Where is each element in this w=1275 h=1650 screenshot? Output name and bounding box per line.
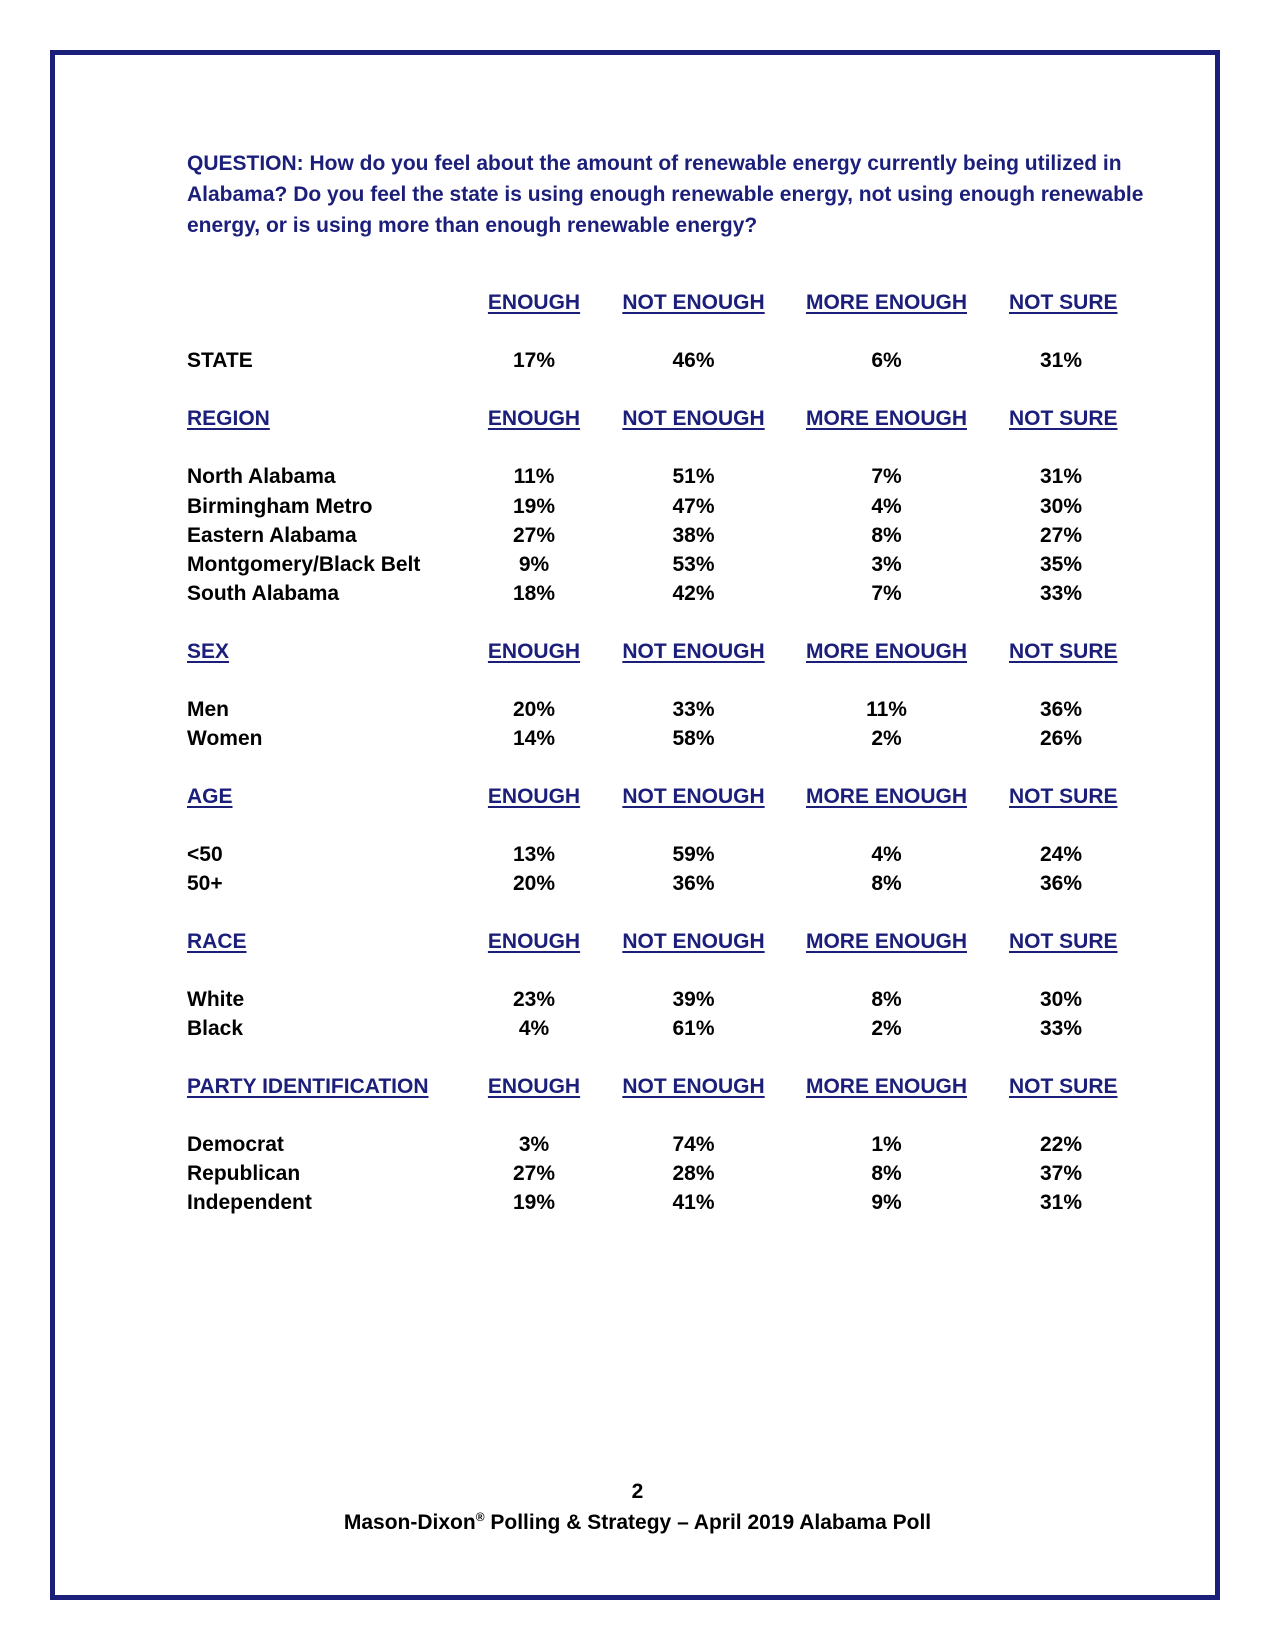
- table-row: [187, 695, 1117, 725]
- cell-not-enough: 28%: [672, 1162, 715, 1185]
- table-row: [187, 462, 1117, 492]
- table-row: [187, 492, 1117, 522]
- row-label: Black: [187, 1017, 244, 1040]
- cell-enough: 23%: [512, 988, 556, 1011]
- section-title: SEX: [187, 640, 230, 663]
- cell-enough: 20%: [512, 698, 556, 721]
- table-row: [187, 985, 1117, 1015]
- column-header-not-enough: NOT ENOUGH: [622, 640, 765, 663]
- cell-more-enough: 9%: [871, 1191, 902, 1214]
- cell-not-enough: 53%: [672, 553, 715, 576]
- cell-not-enough: 46%: [672, 349, 715, 372]
- cell-enough: 27%: [512, 1162, 556, 1185]
- cell-not-sure: 31%: [1039, 465, 1083, 488]
- table-row: [187, 1188, 1117, 1218]
- table-row: [187, 346, 1117, 376]
- row-label: Men: [187, 698, 229, 721]
- row-label: Montgomery/Black Belt: [187, 553, 421, 576]
- cell-more-enough: 4%: [871, 843, 902, 866]
- section-title: REGION: [187, 407, 270, 430]
- table-row: [187, 1130, 1117, 1160]
- column-header-not-enough: NOT ENOUGH: [622, 291, 765, 314]
- cell-not-sure: 31%: [1039, 349, 1083, 372]
- cell-not-enough: 38%: [672, 524, 715, 547]
- section-header-row: [187, 637, 1117, 667]
- cell-more-enough: 8%: [871, 1162, 902, 1185]
- column-header-more-enough: MORE ENOUGH: [805, 640, 967, 663]
- cell-more-enough: 8%: [871, 524, 902, 547]
- cell-more-enough: 8%: [871, 872, 902, 895]
- row-label: Democrat: [187, 1133, 284, 1156]
- table-row: [187, 1159, 1117, 1189]
- row-label: 50+: [187, 872, 223, 895]
- row-label: Women: [187, 727, 263, 750]
- cell-not-sure: 36%: [1039, 872, 1083, 895]
- cell-enough: 20%: [512, 872, 556, 895]
- cell-enough: 19%: [512, 1191, 556, 1214]
- section-header-row: [187, 782, 1117, 812]
- cell-not-sure: 24%: [1039, 843, 1083, 866]
- table-row: [187, 869, 1117, 899]
- column-header-enough: ENOUGH: [487, 407, 581, 430]
- column-header-not-enough: NOT ENOUGH: [622, 930, 765, 953]
- column-header-row: [187, 288, 1117, 318]
- table-row: [187, 1014, 1117, 1044]
- cell-more-enough: 6%: [871, 349, 902, 372]
- cell-more-enough: 2%: [871, 727, 902, 750]
- row-label: <50: [187, 843, 223, 866]
- section-header-row: [187, 1072, 1117, 1102]
- cell-enough: 19%: [512, 495, 556, 518]
- cell-enough: 27%: [512, 524, 556, 547]
- column-header-not-sure: NOT SURE: [1009, 1075, 1118, 1098]
- cell-not-sure: 35%: [1039, 553, 1083, 576]
- cell-not-enough: 47%: [672, 495, 715, 518]
- cell-not-sure: 26%: [1039, 727, 1083, 750]
- cell-not-enough: 58%: [672, 727, 715, 750]
- cell-enough: 11%: [513, 465, 555, 488]
- cell-enough: 9%: [518, 553, 550, 576]
- row-label: Birmingham Metro: [187, 495, 373, 518]
- column-header-not-enough: NOT ENOUGH: [622, 1075, 765, 1098]
- cell-not-sure: 30%: [1039, 988, 1083, 1011]
- cell-not-sure: 31%: [1039, 1191, 1083, 1214]
- cell-not-sure: 33%: [1039, 1017, 1083, 1040]
- cell-not-enough: 33%: [672, 698, 715, 721]
- column-header-not-sure: NOT SURE: [1009, 640, 1118, 663]
- column-header-not-sure: NOT SURE: [1009, 407, 1118, 430]
- cell-more-enough: 4%: [871, 495, 902, 518]
- cell-more-enough: 2%: [871, 1017, 902, 1040]
- column-header-more-enough: MORE ENOUGH: [805, 1075, 967, 1098]
- cell-not-sure: 27%: [1039, 524, 1083, 547]
- row-label: Independent: [187, 1191, 312, 1214]
- registered-mark: ®: [475, 1510, 485, 1524]
- cell-not-enough: 42%: [672, 582, 715, 605]
- table-row: [187, 550, 1117, 580]
- footer-rest: Polling & Strategy – April 2019 Alabama Poll: [484, 1511, 932, 1534]
- cell-not-enough: 51%: [672, 465, 715, 488]
- column-header-enough: ENOUGH: [487, 291, 581, 314]
- row-label: STATE: [187, 349, 253, 372]
- cell-more-enough: 11%: [866, 698, 907, 721]
- section-title: PARTY IDENTIFICATION: [187, 1075, 429, 1098]
- section-header-row: [187, 927, 1117, 957]
- cell-more-enough: 3%: [871, 553, 902, 576]
- column-header-enough: ENOUGH: [487, 1075, 581, 1098]
- table-row: [187, 579, 1117, 609]
- page-border: [50, 50, 1220, 1600]
- cell-enough: 13%: [512, 843, 556, 866]
- cell-not-enough: 61%: [672, 1017, 715, 1040]
- cell-not-enough: 74%: [672, 1133, 715, 1156]
- table-row: [187, 840, 1117, 870]
- row-label: White: [187, 988, 245, 1011]
- cell-more-enough: 8%: [871, 988, 902, 1011]
- question-text: QUESTION: How do you feel about the amount of renewable energy currently being utilized in Alabama? Do you feel the state is using enough renewable energy, not using enough renewable energy, or is using more than enough renewable energy?: [187, 152, 1144, 237]
- section-title: AGE: [187, 785, 233, 808]
- cell-not-sure: 37%: [1039, 1162, 1083, 1185]
- column-header-not-enough: NOT ENOUGH: [622, 407, 765, 430]
- cell-more-enough: 1%: [871, 1133, 902, 1156]
- cell-not-enough: 41%: [672, 1191, 715, 1214]
- cell-enough: 3%: [518, 1133, 550, 1156]
- column-header-not-enough: NOT ENOUGH: [622, 785, 765, 808]
- footer-brand: Mason-Dixon: [343, 1511, 476, 1534]
- cell-not-sure: 30%: [1039, 495, 1083, 518]
- cell-more-enough: 7%: [871, 582, 902, 605]
- footer-credit: [0, 1510, 1275, 1535]
- column-header-enough: ENOUGH: [487, 930, 581, 953]
- cell-not-sure: 33%: [1039, 582, 1083, 605]
- cell-not-sure: 36%: [1039, 698, 1083, 721]
- column-header-more-enough: MORE ENOUGH: [805, 930, 967, 953]
- page-number: 2: [631, 1480, 644, 1503]
- row-label: North Alabama: [187, 465, 336, 488]
- row-label: Eastern Alabama: [187, 524, 357, 547]
- cell-enough: 17%: [512, 349, 556, 372]
- cell-not-sure: 22%: [1039, 1133, 1083, 1156]
- cell-enough: 4%: [518, 1017, 550, 1040]
- cell-not-enough: 36%: [672, 872, 715, 895]
- section-header-row: [187, 404, 1117, 434]
- column-header-more-enough: MORE ENOUGH: [805, 785, 967, 808]
- column-header-not-sure: NOT SURE: [1009, 930, 1118, 953]
- table-row: [187, 724, 1117, 754]
- column-header-more-enough: MORE ENOUGH: [805, 407, 967, 430]
- table-row: [187, 521, 1117, 551]
- row-label: South Alabama: [187, 582, 340, 605]
- column-header-enough: ENOUGH: [487, 640, 581, 663]
- cell-enough: 18%: [512, 582, 556, 605]
- row-label: Republican: [187, 1162, 301, 1185]
- column-header-more-enough: MORE ENOUGH: [805, 291, 967, 314]
- section-title: RACE: [187, 930, 247, 953]
- cell-not-enough: 59%: [672, 843, 715, 866]
- column-header-enough: ENOUGH: [487, 785, 581, 808]
- cell-not-enough: 39%: [672, 988, 715, 1011]
- column-header-not-sure: NOT SURE: [1009, 785, 1118, 808]
- column-header-not-sure: NOT SURE: [1009, 291, 1118, 314]
- cell-more-enough: 7%: [871, 465, 902, 488]
- cell-enough: 14%: [512, 727, 556, 750]
